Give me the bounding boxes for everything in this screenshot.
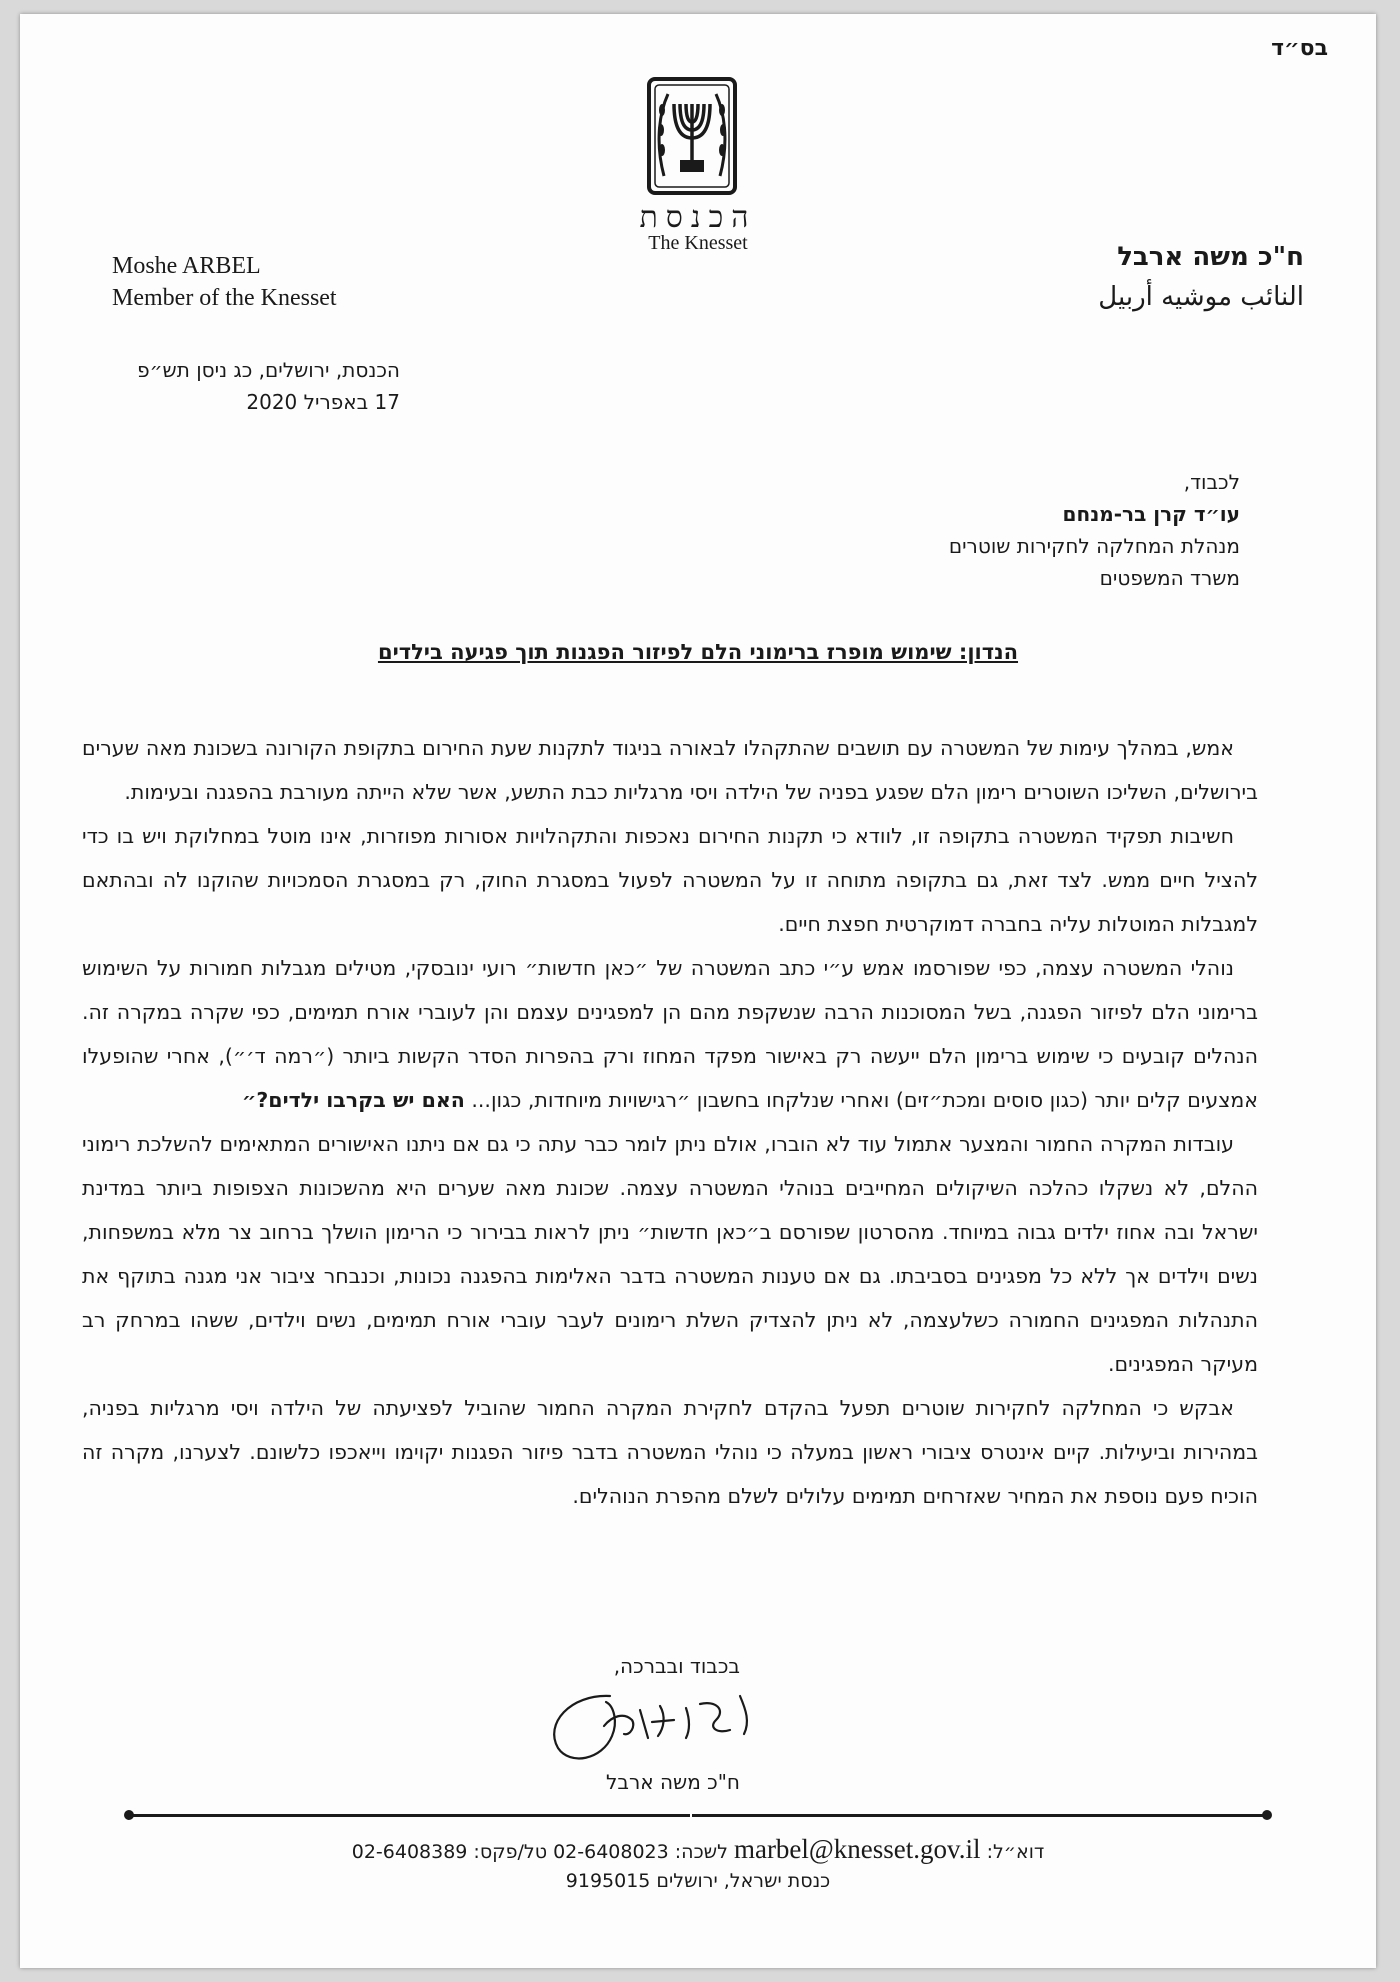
letter-body (82, 726, 1258, 1518)
addressee-role: מנהלת המחלקה לחקירות שוטרים (948, 534, 1240, 558)
letter-subject (120, 640, 1276, 664)
body-paragraph-4: עובדות המקרה החמור והמצער אתמול עוד לא הוברו, אולם ניתן לומר כבר עתה כי גם אם ניתנו האישורים המתאימים להשלכת רימוני ההלם, לא נשקלו כהלכה השיקולים המחייבים בנוהלי המשטרה עצמה. שכונת מאה שערים היא מהשכונות הצפופות ביותר במדינת ישראל ובה אחוז ילדים גבוה במיוחד. מהסרטון שפורסם ב״כאן חדשות״ ניתן לראות בבירור כי הרימון הושלך ברחוב צר מלא במשפחות, נשים וילדים אך ללא כל מפגינים בסביבתו. גם אם טענות המשטרה בדבר האלימות בהפגנה נכונות, וכנבחר ציבור אני מגנה בתוקף את התנהלות המפגינים החמורה כשלעצמה, לא ניתן להצדיק השלת רימונים לעבר עוברי אורח תמימים, נשים וילדים, ששהו במרחק רב מעיקר המפגינים. (82, 1132, 1258, 1376)
fax-phone: טל/פקס: 02-6408389 (351, 1841, 548, 1863)
sender-name-hebrew: ח"כ משה ארבל (1117, 242, 1304, 272)
sender-title-english: Member of the Knesset (112, 285, 337, 311)
addressee-greeting: לכבוד, (1183, 470, 1240, 494)
email-label: דוא״ל: (986, 1841, 1045, 1863)
body-paragraph-1: אמש, במהלך עימות של המשטרה עם תושבים שהתקהלו לבאורה בניגוד לתקנות שעת החירום בתקופת הקורונה בשכונת מאה שערים בירושלים, השליכו השוטרים רימון הלם שפגע בפניה של הילדה ויסי מרגליות כבת התשע, אשר שלא הייתה מעורבת בהפגנה ובעימות. (82, 736, 1258, 804)
date-hebrew: הכנסת, ירושלים, כג ניסן תש״פ (137, 358, 400, 382)
body-paragraph-2: חשיבות תפקיד המשטרה בתקופה זו, לוודא כי תקנות החירום נאכפות והתקהלויות אסורות מפוזרות, אינו מוטל במחלוקת ויש בו כדי להציל חיים ממש. לצד זאת, גם בתקופה מתוחה זו על המשטרה לפעול במסגרת החוק, רק במסגרת הסמכויות שהוקנו לה ובהתאם למגבלות המוטלות עליה בחברה דמוקרטית חפצת חיים. (82, 824, 1258, 936)
footer-address: כנסת ישראל, ירושלים 9195015 (565, 1870, 831, 1892)
body-paragraph-5: אבקש כי המחלקה לחקירות שוטרים תפעל בהקדם לחקירת המקרה החמור שהוביל לפציעתה של הילדה ויסי מרגליות בפניה, במהירות וביעילות. קיים אינטרס ציבורי ראשון במעלה כי נוהלי המשטרה בדבר פיזור הפגנות יקוימו וייאכפו כלשונם. לצערנו, מקרה זה הוכיח פעם נוספת את המחיר שאזרחים תמימים עלולים לשלם מהפרת הנוהלים. (82, 1396, 1258, 1508)
date-gregorian: 17 באפריל 2020 (246, 390, 400, 414)
sender-block-english (112, 250, 337, 314)
body-paragraph-3 (82, 946, 1258, 1122)
institution-name-english: The Knesset (648, 232, 748, 254)
menorah-emblem-icon (646, 76, 738, 196)
email-link[interactable]: marbel@knesset.gov.il (733, 1834, 981, 1864)
addressee-office: משרד המשפטים (1099, 566, 1240, 590)
footer-divider (128, 1814, 1268, 1817)
letter-date (80, 354, 400, 418)
letter-page (20, 14, 1376, 1968)
closing-salutation: בכבוד ובברכה, (613, 1654, 740, 1678)
body-paragraph-3-emphasis: האם יש בקרבו ילדים?״ (241, 1088, 465, 1112)
handwritten-signature (540, 1676, 780, 1772)
institution-name-hebrew: הכנסת (639, 200, 757, 235)
subject-text: הנדון: שימוש מופרז ברימוני הלם לפיזור הפגנות תוך פגיעה בילדים (377, 640, 1019, 664)
footer-contact-line (220, 1834, 1176, 1865)
body-paragraph-3-text: נוהלי המשטרה עצמה, כפי שפורסמו אמש ע״י כתב המשטרה של ״כאן חדשות״ רועי ינובסקי, מטילים מגבלות חמורות על השימוש ברימוני הלם לפיזור הפגנה, בשל המסוכנות הרבה שנשקפת מהם הן למפגינים עצמם והן לעוברי אורח תמימים, כפי שקרה במקרה זה. הנהלים קובעים כי שימוש ברימון הלם ייעשה רק באישור מפקד המחוז ורק בהפרות הסדר הקשות ביותר (״רמה ד׳״), אחרי שהופעלו אמצעים קלים יותר (כגון סוסים ומכת״זים) ואחרי שנלקחו בחשבון ״רגישויות מיוחדות, כגון... (82, 956, 1258, 1112)
sender-name-arabic: النائب موشيه أربيل (1098, 282, 1304, 312)
office-phone: לשכה: 02-6408023 (553, 1841, 728, 1863)
addressee-block (740, 466, 1240, 594)
addressee-name: עו״ד קרן בר-מנחם (1062, 502, 1240, 526)
signer-name: ח"כ משה ארבל (606, 1770, 740, 1794)
sender-name-english: Moshe ARBEL (112, 253, 261, 279)
bsd-header: בס״ד (1271, 36, 1328, 61)
